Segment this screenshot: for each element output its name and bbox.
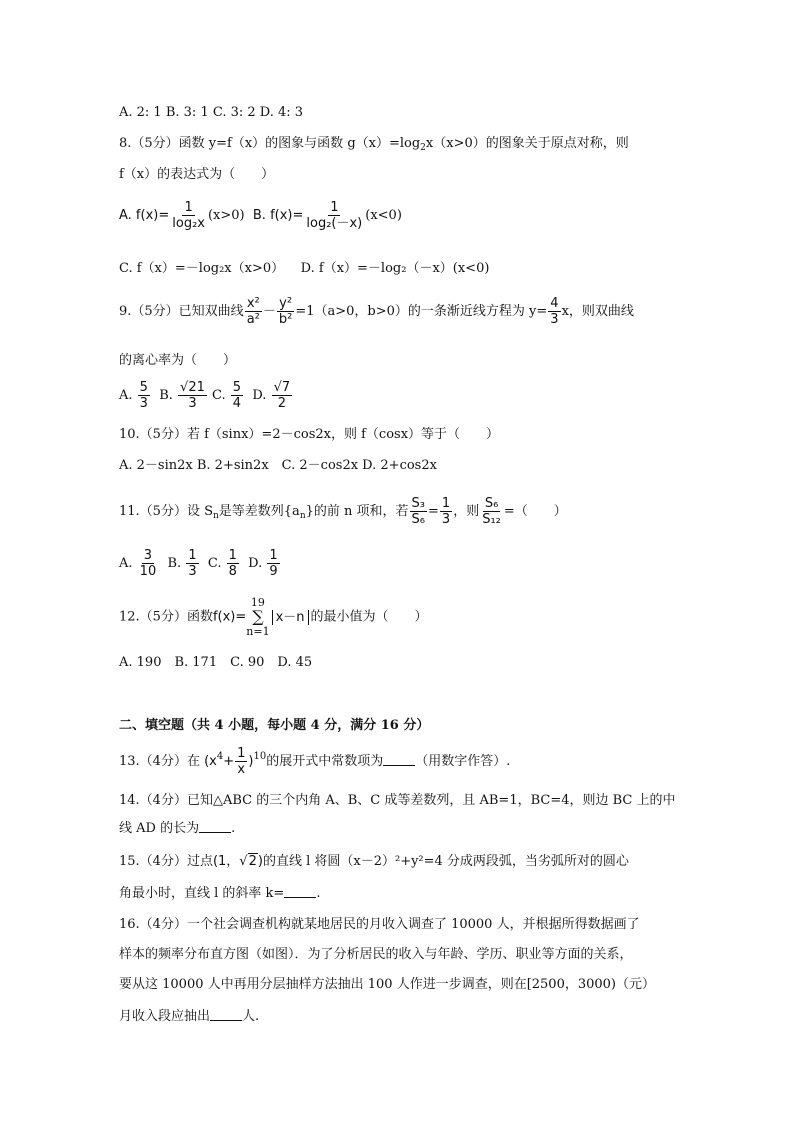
q16-line1: 16.（4分）一个社会调查机构就某地居民的月收入调查了 10000 人，并根据所得数据画了 <box>119 917 640 932</box>
q11-options: A. $\frac{3}{10}$ B. $\frac{1}{3}$ C. $\frac{1}{8}$ D. $\frac{1}{9}$ <box>119 548 278 579</box>
q12-options: A. 190 B. 171 C. 90 D. 45 <box>119 655 313 670</box>
q9-stem-line1: 9.（5分）已知双曲线 $\frac{\text{x²}}{\text{a²}}$ － $\frac{\text{y²}}{\text{b²}}$ =1（a>0，b>0）的一条渐近线方程为 y= $\frac{4}{3}$ x，则双曲线 <box>119 296 634 327</box>
q16-line2: 样本的频率分布直方图（如图）．为了分析居民的收入与年龄、学历、职业等方面的关系， <box>119 947 633 962</box>
summation-symbol: 19 ∑ n=1 <box>246 596 270 638</box>
q8-options-ab: A. f(x)= $\frac{1}{\text{log₂x}}$ (x>0) B. f(x)= $\frac{1}{\text{log₂(－x)}}$ (x<0) <box>119 200 402 231</box>
q14-line1: 14.（4分）已知△ABC 的三个内角 A、B、C 成等差数列，且 AB=1，BC=4，则边 BC 上的中 <box>119 793 676 808</box>
section-heading: 二、填空题（共 4 小题，每小题 4 分，满分 16 分） <box>119 718 430 733</box>
q15-line1: 15.（4分）过点(1，√2)的直线 l 将圆（x－2）²+y²=4 分成两段弧，当劣弧所对的圆心 <box>119 854 629 869</box>
q8-stem-line1: 8.（5分）函数 y=f（x）的图象与函数 $g(x)=\log_2x(x>0)$的图象关于原点对称，则 <box>119 136 629 153</box>
q8-stem-line2: f（x）的表达式为（ ） <box>119 167 275 182</box>
q12-stem: 12.（5分）函数f(x)= 19 ∑ n=1 x－n 的最小值为（ ） <box>119 596 428 638</box>
q10-stem: 10.（5分）若 f（sinx）=2－cos2x，则 f（cosx）等于（ ） <box>119 427 500 442</box>
q9-options: A. $\frac{5}{3}$ B. $\frac{√21}{3}$ C. $\frac{5}{4}$ D. $\frac{√7}{2}$ <box>119 380 291 411</box>
answer-blank <box>383 753 415 766</box>
q9-stem-line2: 的离心率为（ ） <box>119 353 237 368</box>
q11-stem: 11.（5分）设 $S_n$是等差数列$\{a_n\}$的前 n 项和，若 $\frac{\text{S₃}}{\text{S₆}}$ = $\frac{1}{3}$ ，则 $\frac{\text{S₆}}{\text{S₁₂}}$ =（ ） <box>119 496 567 527</box>
q9-y2-fraction: $\frac{\text{y²}}{\text{b²}}$ <box>278 296 293 327</box>
q8-options-cd: C. f（x）=－log₂x（x>0） D. f（x）=－log₂（－x）(x<0) <box>119 261 490 276</box>
q10-options: A. 2－sin2x B. 2+sin2x C. 2－cos2x D. 2+cos2x <box>119 458 437 473</box>
q9-slope-fraction: $\frac{4}{3}$ <box>550 296 559 327</box>
q7-options: A. 2: 1 B. 3: 1 C. 3: 2 D. 4: 3 <box>119 105 304 120</box>
q14-line2: 线 AD 的长为 . <box>119 821 236 836</box>
answer-blank <box>210 1008 242 1021</box>
q13-stem: 13.（4分）在 ($x^4+$ $\frac{1}{x}$ )$^{10}$的展开式中常数项为 （用数字作答）. <box>119 746 511 777</box>
answer-blank <box>284 885 316 898</box>
q8-optB-fraction: $\frac{1}{\text{log₂(－x)}}$ <box>306 200 363 231</box>
q15-line2: 角最小时，直线 l 的斜率 k= . <box>119 886 321 901</box>
q16-line4: 月收入段应抽出 人. <box>119 1009 260 1024</box>
answer-blank <box>199 820 231 833</box>
q16-line3: 要从这 10000 人中再用分层抽样方法抽出 100 人作进一步调查，则在[2500，3000)（元） <box>119 977 656 992</box>
q8-optA-fraction: $\frac{1}{\text{log₂x}}$ <box>172 200 205 231</box>
q9-x2-fraction: $\frac{\text{x²}}{\text{a²}}$ <box>246 296 260 327</box>
